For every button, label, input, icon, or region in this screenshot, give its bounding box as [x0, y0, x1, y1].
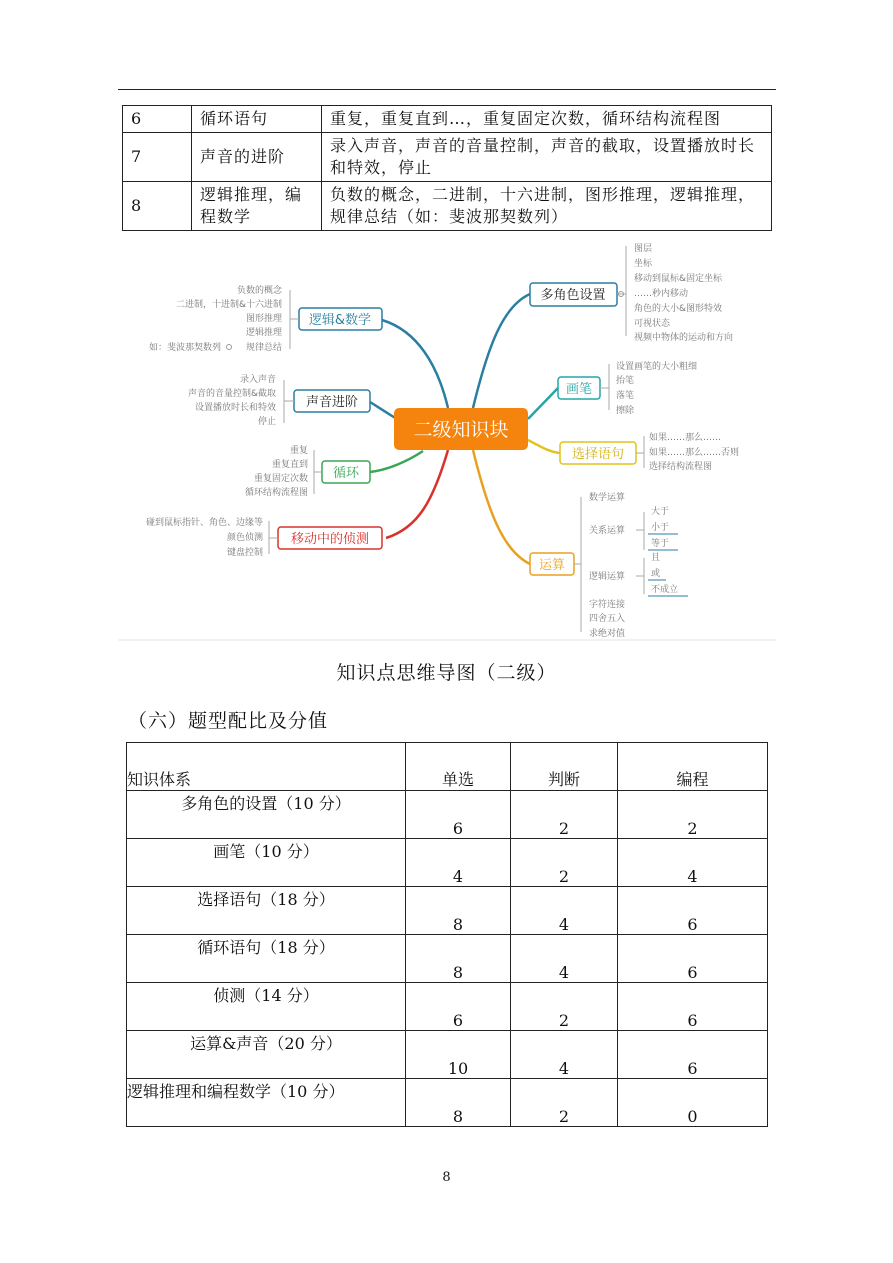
row-number: 6 — [123, 106, 192, 133]
row-program: 4 — [618, 839, 768, 887]
relation-item: 等于 — [651, 539, 670, 549]
logic-item: 负数的概念 — [236, 286, 282, 296]
table-row — [127, 1079, 768, 1127]
row-single: 10 — [406, 1031, 511, 1079]
loop-item: 重复固定次数 — [253, 474, 308, 484]
sound-item: 停止 — [257, 417, 276, 427]
row-content: 录入声音，声音的音量控制，声音的截取，设置播放时长和特效，停止 — [322, 133, 772, 182]
header-rule — [118, 89, 776, 90]
table-row — [127, 1031, 768, 1079]
row-category: 侦测（14 分） — [127, 983, 406, 1031]
ops-item: 四舍五入 — [589, 614, 626, 624]
ops-item: 关系运算 — [589, 526, 626, 536]
center-node-label: 二级知识块 — [413, 419, 509, 441]
logic-item: 二进制，十进制&十六进制 — [175, 300, 282, 310]
row-single: 6 — [406, 983, 511, 1031]
ops-node-label: 运算 — [538, 558, 566, 573]
row-category: 运算&声音（20 分） — [127, 1031, 406, 1079]
logic-note: 如：斐波那契数列 — [148, 343, 221, 353]
roles-item: 图层 — [634, 244, 653, 254]
sound-item: 录入声音 — [239, 375, 276, 385]
loop-item: 重复 — [289, 446, 308, 456]
table-row — [123, 106, 772, 133]
row-content: 负数的概念，二进制，十六进制，图形推理，逻辑推理，规律总结（如：斐波那契数列） — [322, 182, 772, 231]
header-category: 知识体系 — [127, 743, 406, 791]
roles-node-label: 多角色设置 — [540, 288, 606, 303]
logic-item: 规律总结 — [245, 343, 282, 353]
score-table — [126, 742, 768, 1127]
row-judge: 4 — [511, 1031, 618, 1079]
row-topic: 声音的进阶 — [192, 133, 322, 182]
loop-item: 循环结构流程图 — [244, 488, 308, 498]
ops-item: 逻辑运算 — [589, 572, 626, 582]
table-header-row — [127, 743, 768, 791]
row-category: 多角色的设置（10 分） — [127, 791, 406, 839]
row-program: 6 — [618, 1031, 768, 1079]
sound-item: 设置播放时长和特效 — [194, 403, 276, 413]
row-single: 4 — [406, 839, 511, 887]
row-judge: 4 — [511, 935, 618, 983]
pen-node-label: 画笔 — [565, 382, 593, 397]
row-number: 8 — [123, 182, 192, 231]
loop-item: 重复直到 — [271, 460, 308, 470]
roles-item: 坐标 — [634, 259, 653, 269]
roles-item: 移动到鼠标&固定坐标 — [634, 274, 723, 284]
ops-item: 字符连接 — [589, 600, 626, 610]
row-topic: 循环语句 — [192, 106, 322, 133]
row-judge: 2 — [511, 983, 618, 1031]
row-single: 8 — [406, 887, 511, 935]
select-item: 选择结构流程图 — [649, 462, 713, 472]
header-judge: 判断 — [511, 743, 618, 791]
page-number: 8 — [442, 1170, 451, 1185]
row-judge: 2 — [511, 791, 618, 839]
row-program: 6 — [618, 887, 768, 935]
table-row — [127, 983, 768, 1031]
select-item: 如果……那么……否则 — [649, 448, 740, 458]
table-row — [123, 133, 772, 182]
row-category: 选择语句（18 分） — [127, 887, 406, 935]
roles-item: 角色的大小&图形特效 — [634, 304, 723, 314]
row-number: 7 — [123, 133, 192, 182]
pen-item: 设置画笔的大小粗细 — [616, 362, 698, 372]
table-row — [127, 791, 768, 839]
logic-op-item: 不成立 — [651, 585, 679, 595]
row-judge: 4 — [511, 887, 618, 935]
select-node-label: 选择语句 — [571, 447, 625, 462]
row-category: 逻辑推理和编程数学（10 分） — [127, 1079, 406, 1127]
pen-item: 擦除 — [616, 406, 635, 416]
table-row — [127, 887, 768, 935]
row-category: 循环语句（18 分） — [127, 935, 406, 983]
pen-item: 抬笔 — [616, 376, 635, 386]
section-title: （六）题型配比及分值 — [128, 710, 329, 732]
header-program: 编程 — [618, 743, 768, 791]
detect-item: 颜色侦测 — [226, 533, 263, 543]
detect-item: 碰到鼠标指针、角色、边缘等 — [145, 518, 263, 528]
header-single: 单选 — [406, 743, 511, 791]
curriculum-table — [122, 105, 772, 231]
sound-node-label: 声音进阶 — [305, 395, 359, 410]
relation-item: 大于 — [651, 507, 670, 517]
detect-item: 键盘控制 — [226, 548, 263, 558]
logic-node-label: 逻辑&数学 — [308, 313, 372, 328]
logic-item: 逻辑推理 — [245, 328, 282, 338]
logic-op-item: 且 — [651, 553, 661, 563]
ops-item: 数学运算 — [589, 493, 626, 503]
row-judge: 2 — [511, 839, 618, 887]
row-content: 重复，重复直到…，重复固定次数，循环结构流程图 — [322, 106, 772, 133]
row-program: 0 — [618, 1079, 768, 1127]
loop-node-label: 循环 — [332, 466, 360, 481]
sound-item: 声音的音量控制&截取 — [187, 389, 276, 399]
logic-item: 图形推理 — [245, 314, 282, 324]
roles-item: 可视状态 — [634, 319, 671, 329]
mind-map — [118, 236, 776, 642]
table-row — [127, 839, 768, 887]
ops-item: 求绝对值 — [589, 629, 626, 639]
row-program: 2 — [618, 791, 768, 839]
row-program: 6 — [618, 935, 768, 983]
row-single: 6 — [406, 791, 511, 839]
roles-item: ……秒内移动 — [634, 289, 689, 299]
row-program: 6 — [618, 983, 768, 1031]
relation-item: 小于 — [651, 523, 670, 533]
row-single: 8 — [406, 1079, 511, 1127]
figure-caption: 知识点思维导图（二级） — [336, 662, 557, 684]
table-row — [123, 182, 772, 231]
select-item: 如果……那么…… — [649, 433, 722, 443]
row-topic: 逻辑推理，编程数学 — [192, 182, 322, 231]
table-row — [127, 935, 768, 983]
detect-node-label: 移动中的侦测 — [290, 532, 370, 547]
logic-op-item: 或 — [651, 569, 661, 579]
row-judge: 2 — [511, 1079, 618, 1127]
pen-item: 落笔 — [616, 391, 635, 401]
row-single: 8 — [406, 935, 511, 983]
roles-item: 视频中物体的运动和方向 — [634, 333, 734, 343]
row-category: 画笔（10 分） — [127, 839, 406, 887]
